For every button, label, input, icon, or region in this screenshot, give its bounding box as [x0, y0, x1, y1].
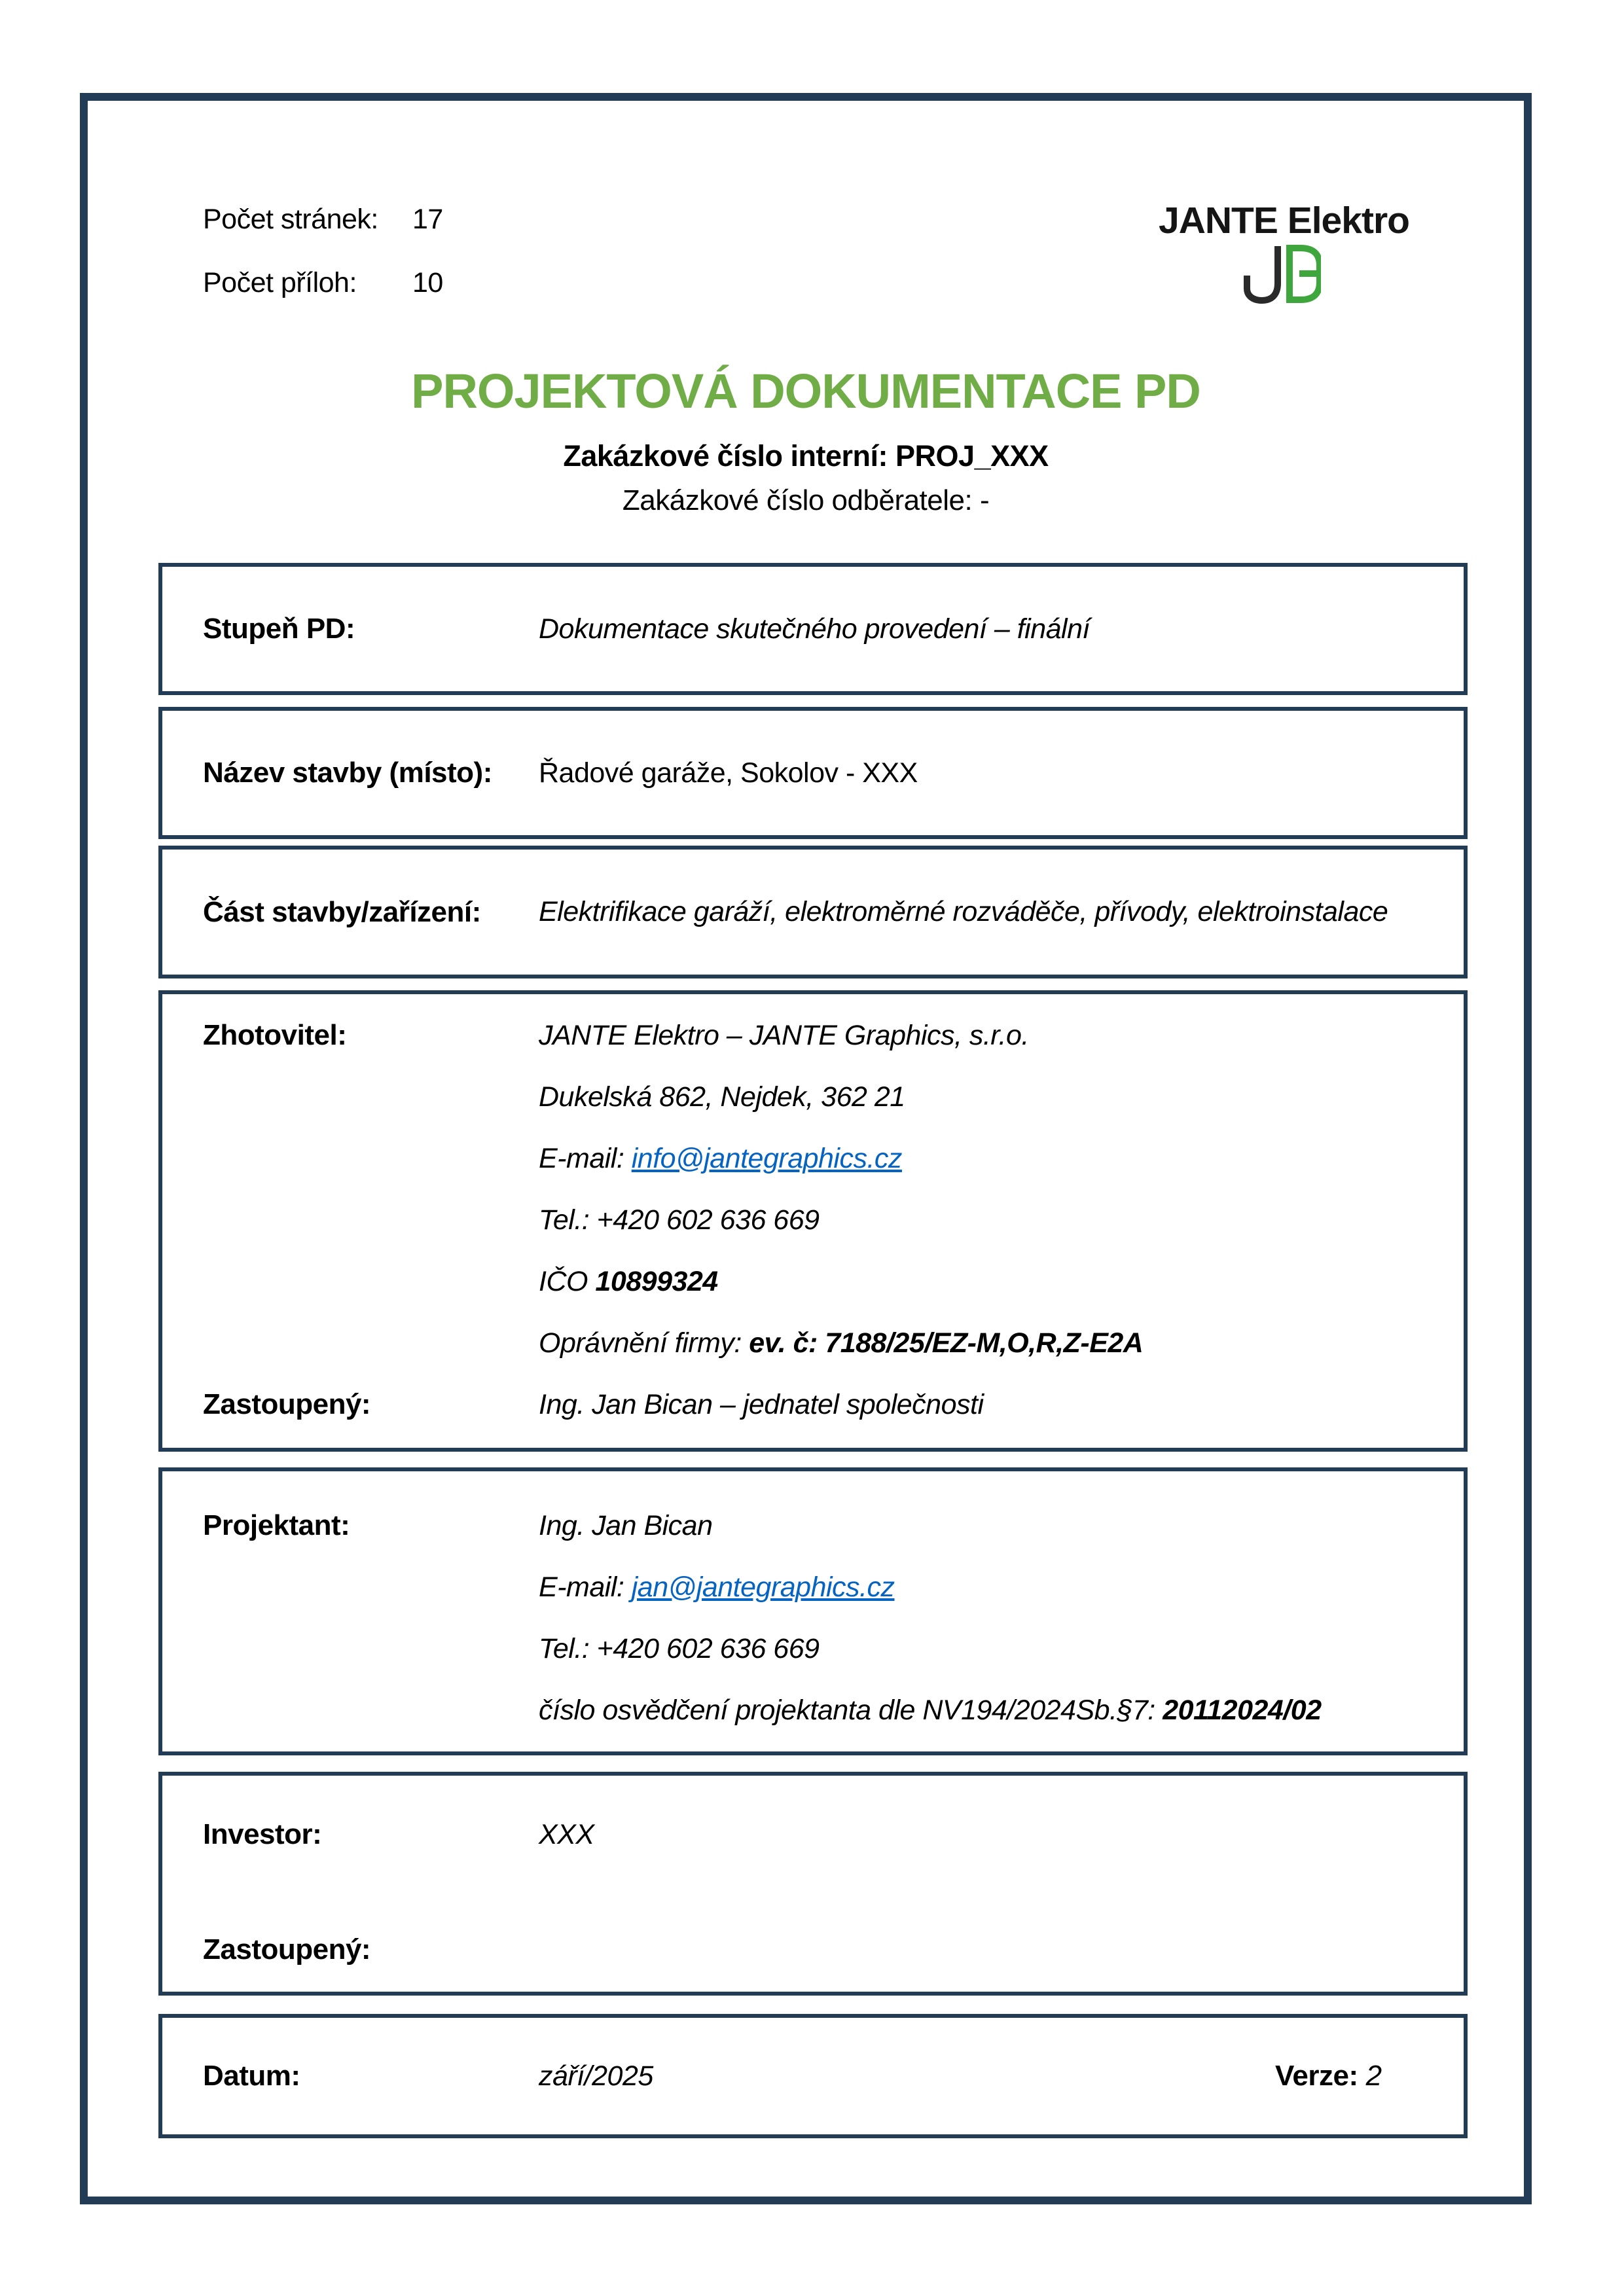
- verze-label: Verze:: [1275, 2060, 1358, 2092]
- zhotovitel-ico-row: [162, 1251, 1464, 1312]
- zhotovitel-name-row: [162, 1005, 1464, 1066]
- nazev-stavby-row: [162, 711, 1464, 835]
- datum-label: Datum:: [203, 2060, 300, 2092]
- attachments-count-label: Počet příloh:: [203, 267, 357, 298]
- zhotovitel-zastoupeny-row: [162, 1374, 1464, 1435]
- zhotovitel-email-prefix: E-mail:: [539, 1142, 632, 1174]
- pages-count-label: Počet stránek:: [203, 204, 378, 235]
- order-number-internal: Zakázkové číslo interní: PROJ_XXX: [563, 439, 1049, 473]
- box-zhotovitel: [158, 990, 1468, 1452]
- verze-value: 2: [1365, 2060, 1382, 2092]
- box-cast-stavby: [158, 846, 1468, 978]
- attachments-count-row: [203, 266, 443, 300]
- cast-stavby-row: [162, 850, 1464, 975]
- zhotovitel-tel-value: Tel.: +420 602 636 669: [539, 1204, 820, 1236]
- zhotovitel-opravneni-value: ev. č: 7188/25/EZ-M,O,R,Z-E2A: [749, 1327, 1144, 1359]
- zhotovitel-tel-row: [162, 1189, 1464, 1251]
- zhotovitel-address-value: Dukelská 862, Nejdek, 362 21: [539, 1081, 905, 1113]
- zhotovitel-ico-prefix: IČO: [539, 1265, 596, 1297]
- datum-value: září/2025: [539, 2060, 653, 2092]
- box-datum: [158, 2014, 1468, 2138]
- zhotovitel-zastoupeny-label: Zastoupený:: [203, 1388, 371, 1420]
- zhotovitel-email-link[interactable]: info@jantegraphics.cz: [631, 1142, 902, 1174]
- stupen-pd-value: Dokumentace skutečného provedení – finální: [539, 613, 1090, 645]
- zhotovitel-zastoupeny-value: Ing. Jan Bican – jednatel společnosti: [539, 1388, 984, 1420]
- investor-label: Investor:: [203, 1818, 322, 1850]
- zhotovitel-opravneni-row: [162, 1312, 1464, 1374]
- box-nazev-stavby: [158, 707, 1468, 839]
- investor-value: XXX: [539, 1818, 594, 1850]
- projektant-osvedceni-row: [162, 1679, 1464, 1741]
- investor-zastoupeny-label: Zastoupený:: [203, 1933, 371, 1965]
- stupen-pd-label: Stupeň PD:: [203, 613, 355, 645]
- box-investor: [158, 1772, 1468, 1996]
- projektant-email-row: [162, 1556, 1464, 1618]
- company-logo-text: JANTE Elektro: [1159, 200, 1409, 242]
- projektant-email-prefix: E-mail:: [539, 1571, 632, 1603]
- zhotovitel-email-row: [162, 1128, 1464, 1189]
- projektant-name-value: Ing. Jan Bican: [539, 1509, 713, 1541]
- box-stupen-pd: [158, 563, 1468, 695]
- document-title: PROJEKTOVÁ DOKUMENTACE PD: [411, 364, 1200, 418]
- zhotovitel-label: Zhotovitel:: [203, 1019, 347, 1051]
- cast-stavby-label: Část stavby/zařízení:: [203, 895, 481, 928]
- projektant-tel-row: [162, 1618, 1464, 1679]
- projektant-name-row: [162, 1495, 1464, 1556]
- order-number-customer: Zakázkové číslo odběratele: -: [622, 484, 990, 516]
- zhotovitel-address-row: [162, 1066, 1464, 1128]
- projektant-email-link[interactable]: jan@jantegraphics.cz: [631, 1571, 895, 1603]
- cast-stavby-value: Elektrifikace garáží, elektroměrné rozváděče, přívody, elektroinstalace: [539, 896, 1388, 927]
- projektant-osvedceni-prefix: číslo osvědčení projektanta dle NV194/2024Sb.§7:: [539, 1694, 1163, 1726]
- stupen-pd-row: [162, 567, 1464, 691]
- pages-count-row: [203, 202, 443, 236]
- verze-group: [1275, 2018, 1382, 2134]
- projektant-osvedceni-value: 20112024/02: [1163, 1694, 1322, 1726]
- investor-zastoupeny-row: [162, 1892, 1464, 2007]
- zhotovitel-ico-value: 10899324: [595, 1265, 718, 1297]
- projektant-tel-value: Tel.: +420 602 636 669: [539, 1632, 820, 1664]
- datum-row: [162, 2018, 1464, 2134]
- box-projektant: [158, 1467, 1468, 1755]
- pages-count-value: 17: [412, 204, 443, 235]
- zhotovitel-name-value: JANTE Elektro – JANTE Graphics, s.r.o.: [539, 1019, 1029, 1051]
- nazev-stavby-value: Řadové garáže, Sokolov - XXX: [539, 757, 918, 789]
- attachments-count-value: 10: [412, 267, 443, 298]
- nazev-stavby-label: Název stavby (místo):: [203, 757, 492, 789]
- projektant-label: Projektant:: [203, 1509, 350, 1541]
- investor-row: [162, 1777, 1464, 1892]
- company-logo-monogram-icon: [1235, 243, 1321, 304]
- zhotovitel-opravneni-prefix: Oprávnění firmy:: [539, 1327, 749, 1359]
